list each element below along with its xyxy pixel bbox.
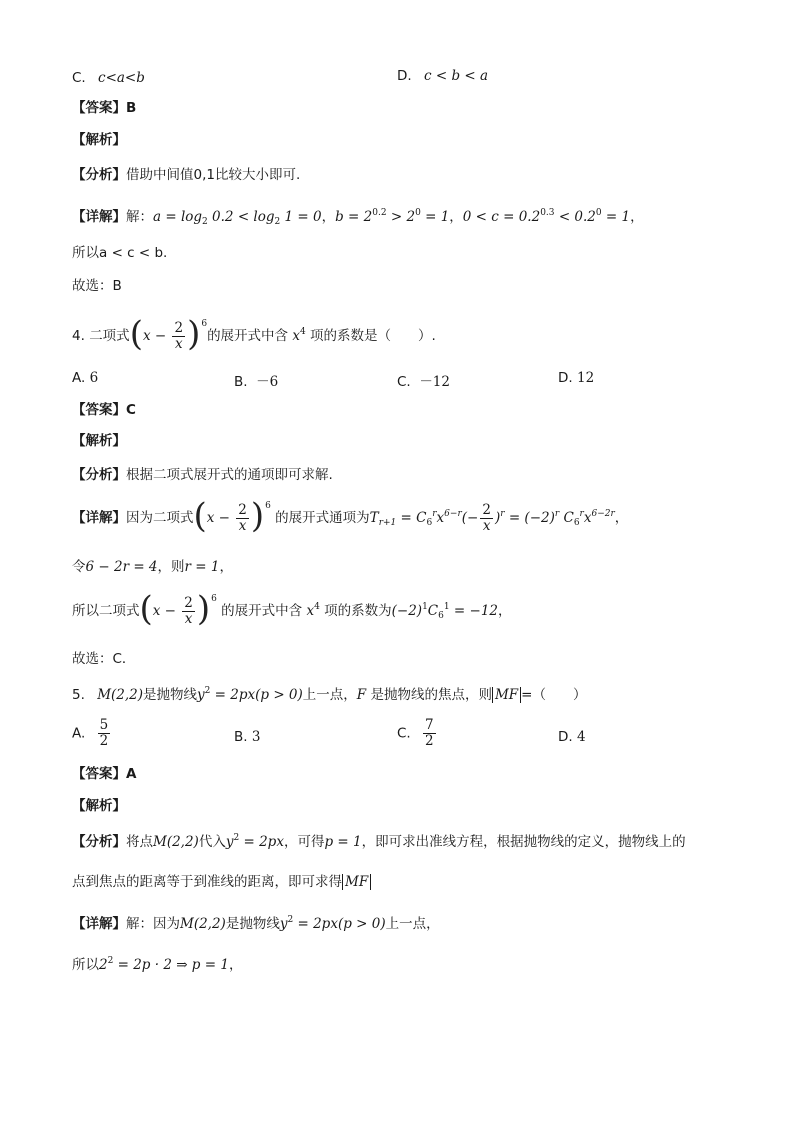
detail-mid: 的展开式通项为 xyxy=(275,510,370,526)
detail-a: $a = \log_2 0.2 < \log_2 1 = 0$ xyxy=(153,209,322,227)
detail-prefix: 解： xyxy=(126,209,153,225)
stem-text: 二项式 xyxy=(89,328,130,344)
fenxi-text: 根据二项式展开式的通项即可求解. xyxy=(126,467,333,483)
q5-stem: 5. M(2,2)是抛物线$y^2 = 2px(p > 0)$上一点，F 是抛物线的焦点，则 MF =（ ） xyxy=(72,686,587,703)
q5-option-a: A. $\frac{5}{2}$ xyxy=(72,717,109,749)
q3-option-d xyxy=(397,68,488,84)
q4-fenxi xyxy=(72,465,333,485)
q4-analysis-heading: 【解析】 xyxy=(72,433,126,449)
q4-option-a: A. 6 xyxy=(72,370,99,386)
parabola-eq: $y^2 = 2px(p > 0)$ xyxy=(197,686,303,703)
detail-pre: 因为二项式 xyxy=(126,510,194,526)
equation: 6 − 2r = 4 xyxy=(85,559,158,575)
option-label: C. xyxy=(72,70,86,86)
q4-answer: 【答案】C xyxy=(72,402,136,418)
question-number: 5. xyxy=(72,687,85,703)
q5-option-c: C. $\frac{7}{2}$ xyxy=(397,717,434,749)
fenxi-label: 【分析】 xyxy=(72,167,126,183)
question-number: 4. xyxy=(72,328,85,344)
detail-label: 【详解】 xyxy=(72,510,126,526)
option-value: c < b < a xyxy=(423,68,489,84)
last-eq: $2^2 = 2p \cdot 2$ ⇒ p = 1 xyxy=(99,956,229,973)
result: r = 1 xyxy=(184,559,220,575)
detail-c: $0 < c = 0.2^{0.3} < 0.2^0 = 1$ xyxy=(462,208,631,225)
q4-option-d: D. 12 xyxy=(558,370,595,386)
q4-detail: 【详解】因为二项式(x − $\frac{2}{x}$ )$^6$ 的展开式通项为$T_{r+1} = C_6^rx^{6-r}(-$ $\frac{2}{x}$ )$^r = (-2)^r$ $C_6^rx^{6-2r}$， xyxy=(72,496,629,536)
q3-detail: 【详解】解：$a = \log_2 0.2 < \log_2 1 = 0$，$b = 2^{0.2} > 2^0 = 1$，$0 < c = 0.2^{0.3} < 0.2^0 = 1$， xyxy=(72,208,644,227)
q5-option-b: B. 3 xyxy=(234,729,261,745)
fraction: $\frac{2}{x}$ xyxy=(174,319,184,352)
stem-term: $x^4$ xyxy=(292,327,306,344)
general-term: $T_{r+1} = C_6^rx^{6-r}(-$ xyxy=(369,509,479,528)
stem-text: 的展开式中含 xyxy=(207,328,289,344)
q4-so: 所以二项式(x − $\frac{2}{x}$ )$^6$ 的展开式中含 $x^4$ 项的系数为$(-2)^1C_6^1 = -12$， xyxy=(72,589,512,629)
detail-label: 【详解】 xyxy=(72,209,126,225)
detail-b: $b = 2^{0.2} > 2^0 = 1$ xyxy=(335,208,450,225)
coefficient: $(-2)^1C_6^1 = -12$ xyxy=(391,602,498,621)
q3-fenxi xyxy=(72,165,300,185)
q3-conclusion: 所以a < c < b. xyxy=(72,245,168,261)
q4-option-b: B. －6 xyxy=(234,374,279,390)
fenxi-text: 借助中间值0,1比较大小即可. xyxy=(126,167,301,183)
q5-answer: 【答案】A xyxy=(72,766,137,782)
q5-option-d: D. 4 xyxy=(558,729,586,745)
q3-analysis-heading: 【解析】 xyxy=(72,132,126,148)
q5-fenxi-line2: 点到焦点的距离等于到准线的距离，即可求得 MF xyxy=(72,872,371,892)
q5-last: 所以$2^2 = 2p \cdot 2$ ⇒ p = 1， xyxy=(72,956,243,973)
q3-choose: 故选：B xyxy=(72,278,122,294)
q5-analysis-heading: 【解析】 xyxy=(72,798,126,814)
q4-stem: 4. 二项式(x − $\frac{2}{x}$ )$^6$的展开式中含 $x^4$ 项的系数是（ ）. xyxy=(72,314,436,354)
q4-choose: 故选：C． xyxy=(72,651,136,667)
option-value: c<a<b xyxy=(98,70,145,86)
q4-option-c: C. －12 xyxy=(397,374,450,390)
q5-detail: 【详解】解：因为M(2,2)是抛物线$y^2 = 2px(p > 0)$上一点， xyxy=(72,915,440,932)
q5-fenxi: 【分析】将点M(2,2)代入$y^2 = 2px$，可得p = 1，即可求出准线方程，根据抛物线的定义，抛物线上的 xyxy=(72,833,686,850)
binomial-expr: x − xyxy=(142,328,171,344)
fenxi-label: 【分析】 xyxy=(72,467,126,483)
q3-option-c xyxy=(72,68,145,88)
point-m: M(2,2) xyxy=(97,687,144,703)
q3-answer: 【答案】B xyxy=(72,100,137,116)
option-label: D. xyxy=(397,68,412,84)
stem-end: 项的系数是（ ）. xyxy=(310,328,436,344)
q4-ling: 令6 − 2r = 4，则r = 1， xyxy=(72,559,233,575)
abs-mf: MF xyxy=(492,687,521,703)
